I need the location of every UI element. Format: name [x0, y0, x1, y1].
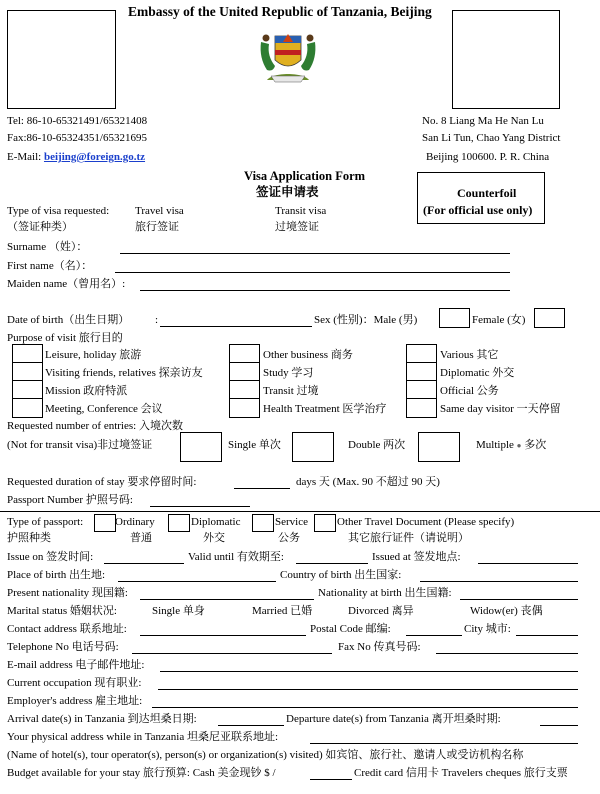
entries-label: Requested number of entries: 入境次数 [7, 420, 183, 432]
photo-box-left [7, 10, 116, 109]
other-document-label: Other Travel Document (Please specify) [337, 516, 515, 528]
female-label: Female (女) [472, 314, 526, 326]
city-field[interactable] [516, 635, 578, 636]
photo-box-right [452, 10, 560, 109]
single-option[interactable]: Single 单身 [152, 605, 205, 617]
sex-male-label: Sex (性别)：Male (男) [314, 314, 418, 326]
country-of-birth-field[interactable] [420, 581, 578, 582]
multiple-entry-checkbox[interactable] [418, 432, 460, 462]
fax-label: Fax No 传真号码: [338, 641, 421, 653]
other-business-checkbox[interactable] [229, 344, 260, 364]
mission-label: Mission 政府特派 [45, 385, 128, 397]
diplomatic-passport-label: Diplomatic [191, 516, 241, 528]
physical-address-field[interactable] [310, 743, 578, 744]
counterfoil-box [417, 172, 545, 224]
ordinary-checkbox[interactable] [94, 514, 116, 532]
ordinary-label-zh: 普通 [130, 532, 152, 544]
place-of-birth-field[interactable] [118, 581, 276, 582]
multiple-entry-row [476, 440, 546, 451]
present-nationality-field[interactable] [140, 599, 314, 600]
various-checkbox[interactable] [406, 344, 437, 364]
marital-status-label: Marital status 婚姻状况: [7, 605, 117, 617]
other-business-label: Other business 商务 [263, 349, 353, 361]
nationality-at-birth-field[interactable] [460, 599, 578, 600]
dob-colon: : [155, 314, 159, 326]
occupation-field[interactable] [158, 689, 578, 690]
present-nationality-label: Present nationality 现国籍: [7, 587, 128, 599]
departure-date-field[interactable] [540, 725, 578, 726]
visiting-checkbox[interactable] [12, 362, 43, 382]
ordinary-label: Ordinary [115, 516, 155, 528]
service-checkbox[interactable] [252, 514, 274, 532]
issued-at-label: Issued at 签发地点: [372, 551, 461, 563]
telephone-field[interactable] [132, 653, 332, 654]
single-entry-label: Single 单次 [228, 439, 281, 451]
arrival-date-label: Arrival date(s) in Tanzania 到达坦桑日期: [7, 713, 197, 725]
embassy-title: Embassy of the United Republic of Tanzania, Beijing [128, 4, 432, 19]
official-checkbox[interactable] [406, 380, 437, 400]
credit-card-label: Credit card 信用卡 Travelers cheques 旅行支票 [354, 767, 568, 779]
official-label: Official 公务 [440, 385, 499, 397]
departure-date-label: Departure date(s) from Tanzania 离开坦桑时期: [286, 713, 501, 725]
female-checkbox[interactable] [534, 308, 565, 328]
surname-field[interactable] [120, 253, 510, 254]
purpose-label: Purpose of visit 旅行目的 [7, 332, 123, 344]
bullet-icon: ● [516, 441, 522, 450]
form-title-zh: 签证申请表 [256, 185, 319, 199]
coat-of-arms-icon [253, 22, 323, 84]
section-divider [0, 511, 600, 512]
telephone-label: Telephone No 电话号码: [7, 641, 119, 653]
diplomatic-passport-label-zh: 外交 [203, 532, 225, 544]
maiden-name-field[interactable] [140, 290, 510, 291]
issue-on-field[interactable] [104, 563, 184, 564]
leisure-label: Leisure, holiday 旅游 [45, 349, 142, 361]
fax-field[interactable] [436, 653, 578, 654]
passport-number-field[interactable] [150, 506, 250, 507]
various-label: Various 其它 [440, 349, 499, 361]
dob-field[interactable] [160, 326, 312, 327]
meeting-checkbox[interactable] [12, 398, 43, 418]
travel-visa-option[interactable]: Travel visa [135, 205, 184, 217]
counterfoil-title: Counterfoil [457, 186, 517, 200]
same-day-label: Same day visitor 一天停留 [440, 403, 561, 415]
visa-type-label: Type of visa requested: [7, 205, 110, 217]
diplomatic-checkbox[interactable] [406, 362, 437, 382]
address-line-3: Beijing 100600. P. R. China [426, 151, 550, 163]
valid-until-label: Valid until 有效期至: [188, 551, 284, 563]
male-checkbox[interactable] [439, 308, 470, 328]
nationality-at-birth-label: Nationality at birth 出生国籍: [318, 587, 452, 599]
issue-on-label: Issue on 签发时间: [7, 551, 94, 563]
other-document-label-zh: 其它旅行证件（请说明） [348, 532, 469, 544]
transit-visa-option-zh: 过境签证 [275, 221, 319, 233]
place-of-birth-label: Place of birth 出生地: [7, 569, 106, 581]
employer-address-field[interactable] [152, 707, 578, 708]
arrival-date-field[interactable] [218, 725, 284, 726]
multiple-entry-label-zh: 多次 [524, 439, 547, 451]
service-label: Service [275, 516, 308, 528]
passport-type-label-zh: 护照种类 [7, 532, 51, 544]
physical-address-label: Your physical address while in Tanzania 坦桑尼亚联系地址: [7, 731, 279, 743]
postal-code-label: Postal Code 邮编: [310, 623, 391, 635]
transit-label: Transit 过境 [263, 385, 319, 397]
study-label: Study 学习 [263, 367, 314, 379]
entries-note: (Not for transit visa)非过境签证 [7, 439, 153, 451]
diplomatic-passport-checkbox[interactable] [168, 514, 190, 532]
double-entry-checkbox[interactable] [292, 432, 334, 462]
dob-label: Date of birth（出生日期） [7, 314, 130, 326]
other-document-checkbox[interactable] [314, 514, 336, 532]
visiting-label: Visiting friends, relatives 探亲访友 [45, 367, 203, 379]
health-checkbox[interactable] [229, 398, 260, 418]
cash-field[interactable] [310, 779, 352, 780]
mission-checkbox[interactable] [12, 380, 43, 400]
email-label: E-Mail: [7, 151, 44, 163]
surname-label: Surname （姓）： [7, 241, 88, 253]
occupation-label: Current occupation 现有职业: [7, 677, 142, 689]
stay-label: Requested duration of stay 要求停留时间: [7, 476, 197, 488]
passport-type-label: Type of passport: [7, 516, 84, 528]
email-row [7, 152, 145, 163]
diplomatic-label: Diplomatic 外交 [440, 367, 515, 379]
valid-until-field[interactable] [296, 563, 368, 564]
maiden-name-label: Maiden name（曾用名）: [7, 278, 126, 290]
address-line-2: San Li Tun, Chao Yang District [422, 132, 561, 144]
form-title: Visa Application Form [244, 169, 366, 183]
issued-at-field[interactable] [478, 563, 578, 564]
transit-checkbox[interactable] [229, 380, 260, 400]
stay-days-label: days 天 (Max. 90 不超过 90 天) [296, 476, 440, 488]
stay-field[interactable] [234, 488, 290, 489]
hotel-note: (Name of hotel(s), tour operator(s), person(s) or organization(s) visited) 如宾馆、旅行社、邀请人或受访机构名称 [7, 749, 524, 761]
passport-number-label: Passport Number 护照号码: [7, 494, 133, 506]
single-entry-checkbox[interactable] [180, 432, 222, 462]
city-label: City 城市: [464, 623, 511, 635]
service-label-zh: 公务 [278, 532, 300, 544]
budget-label: Budget available for your stay 旅行预算: Cash 美金现钞 $ / [7, 767, 276, 779]
country-of-birth-label: Country of birth 出生国家: [280, 569, 402, 581]
contact-address-field[interactable] [140, 635, 306, 636]
email-address-label: E-mail address 电子邮件地址: [7, 659, 145, 671]
employer-address-label: Employer's address 雇主地址: [7, 695, 143, 707]
contact-address-label: Contact address 联系地址: [7, 623, 127, 635]
double-entry-label: Double 两次 [348, 439, 406, 451]
email-address-field[interactable] [160, 671, 578, 672]
email-link[interactable]: beijing@foreign.go.tz [43, 151, 146, 163]
tel-text: Tel: 86-10-65321491/65321408 [7, 115, 148, 127]
multiple-entry-label: Multiple [476, 439, 514, 451]
fax-text: Fax:86-10-65324351/65321695 [7, 132, 147, 144]
leisure-checkbox[interactable] [12, 344, 43, 364]
first-name-field[interactable] [115, 272, 510, 273]
widow-option[interactable]: Widow(er) 丧偶 [470, 605, 543, 617]
postal-code-field[interactable] [406, 635, 462, 636]
counterfoil-subtitle: (For official use only) [423, 203, 533, 217]
health-label: Health Treatment 医学治疗 [263, 403, 387, 415]
meeting-label: Meeting, Conference 会议 [45, 403, 163, 415]
divorced-option[interactable]: Divorced 离异 [348, 605, 414, 617]
address-line-1: No. 8 Liang Ma He Nan Lu [422, 115, 544, 127]
travel-visa-option-zh: 旅行签证 [135, 221, 179, 233]
transit-visa-option[interactable]: Transit visa [275, 205, 327, 217]
first-name-label: First name（名）： [7, 260, 93, 272]
married-option[interactable]: Married 已婚 [252, 605, 313, 617]
visa-type-label-zh: （签证种类） [7, 221, 73, 233]
study-checkbox[interactable] [229, 362, 260, 382]
same-day-checkbox[interactable] [406, 398, 437, 418]
